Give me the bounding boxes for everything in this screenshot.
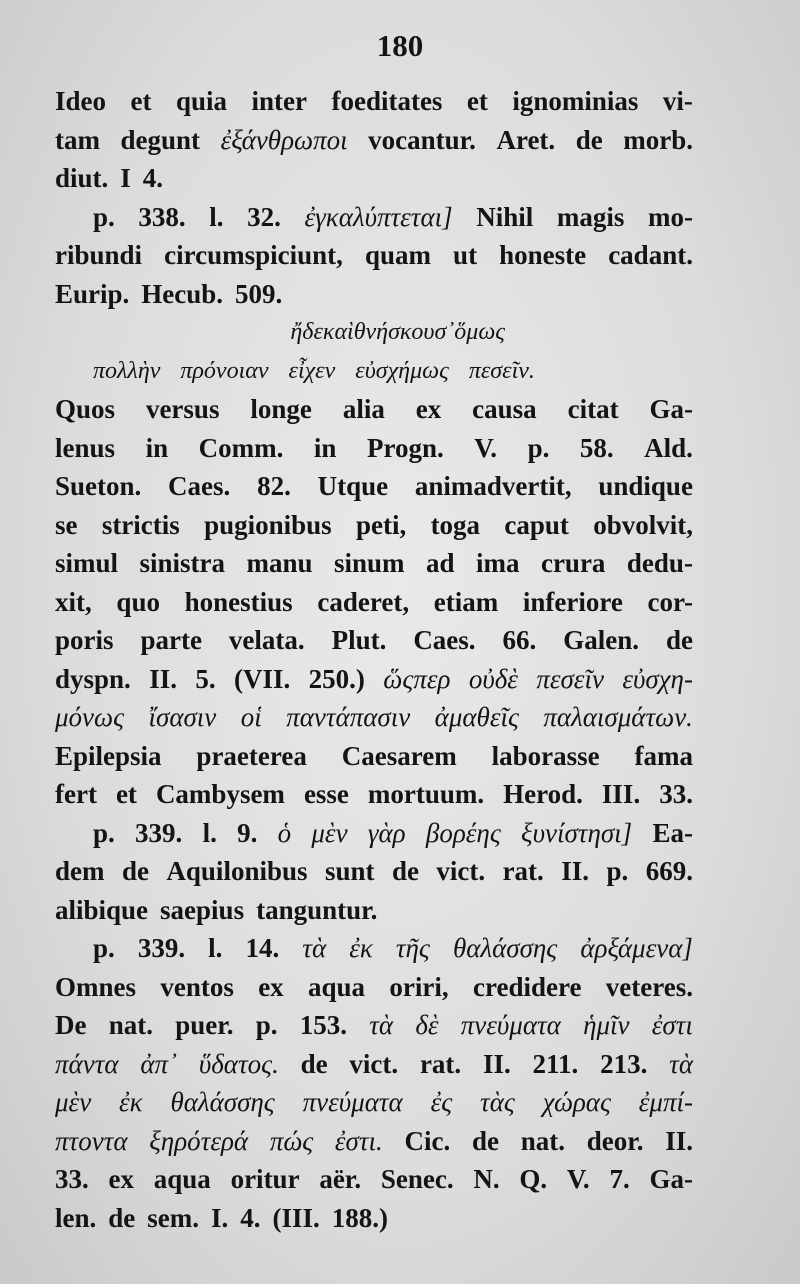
word: fert [55, 779, 97, 809]
word: p. [606, 856, 629, 886]
word: πρόνοιαν [180, 357, 269, 384]
word: εὐσχη- [622, 663, 693, 694]
word: τὰ [369, 1010, 394, 1040]
word: morb. [623, 124, 693, 155]
word: πολλὴν [93, 357, 161, 384]
word: p. [93, 817, 115, 848]
word: I [120, 163, 131, 193]
word: aqua [308, 971, 366, 1002]
text-line [55, 929, 693, 968]
word: sem. [147, 1202, 199, 1233]
word: ex [415, 394, 442, 424]
word: inter [251, 86, 307, 116]
word: len. [55, 1202, 97, 1233]
word: caderet, [317, 586, 410, 617]
word: (VII. [234, 663, 291, 694]
word: 66. [502, 625, 537, 655]
word: ἀμαθεῖς [434, 702, 519, 732]
word: simul [55, 548, 119, 578]
word: vocantur. [368, 124, 476, 155]
word: ὅμως [454, 319, 505, 345]
word: quam [364, 240, 431, 270]
word: Eurip. [55, 278, 130, 309]
word: in [313, 432, 337, 463]
word: quo [116, 586, 160, 617]
word: πνεύματα [460, 1010, 561, 1040]
word: circumspiciunt, [164, 240, 343, 270]
word: laborasse [491, 740, 600, 771]
word: caput [504, 509, 569, 540]
word: in [145, 432, 169, 463]
word: de [391, 856, 419, 886]
page-number: 180 [376, 28, 424, 63]
word: 509. [235, 278, 283, 309]
word: εὐσχήμως [355, 357, 449, 384]
word: honestius [184, 586, 293, 617]
word: saepius [160, 894, 245, 925]
word: foeditates [331, 86, 443, 116]
text-line [55, 968, 693, 1007]
word: ribundi [55, 240, 143, 270]
word: l. [202, 817, 217, 848]
word: τῆς [395, 933, 430, 963]
word: sinum [333, 548, 405, 578]
word: ἀπ᾽ [140, 1048, 178, 1079]
word: II. [561, 856, 590, 886]
word: alia [342, 394, 385, 424]
text-line [55, 506, 693, 545]
word: 339. [135, 817, 183, 848]
text-line [55, 775, 693, 814]
word: praeterea [196, 740, 307, 771]
word: Aret. [496, 124, 556, 155]
word: lenus [55, 432, 116, 463]
body-text [55, 82, 693, 1237]
word: 4. [142, 163, 164, 193]
word: Ea- [652, 817, 693, 848]
word: ὕδατος. [198, 1048, 279, 1079]
word: Epilepsia [55, 740, 162, 771]
word: cor- [647, 586, 693, 617]
word: 32. [247, 201, 281, 232]
word: pugionibus [204, 509, 332, 540]
word: longe [250, 394, 312, 424]
word: De [55, 1010, 87, 1040]
word: παλαισμάτων. [543, 702, 693, 732]
text-line [55, 1083, 693, 1122]
word: πεσεῖν. [468, 357, 535, 384]
word: εἶχεν [288, 357, 336, 384]
word: οὐδὲ [468, 663, 518, 694]
word: parte [140, 625, 202, 655]
word: ventos [160, 971, 234, 1002]
word: ignominias [512, 86, 639, 116]
word: ἐκ [349, 933, 373, 963]
word: πτοντα [55, 1125, 128, 1156]
word: causa [472, 394, 537, 424]
word: oritur [230, 1164, 300, 1194]
word: τὰ [302, 933, 327, 963]
word: Galen. [563, 625, 639, 655]
word: nat. [520, 1125, 565, 1156]
word: mo- [648, 201, 693, 232]
word: dedu- [626, 548, 693, 578]
word: πώς [269, 1125, 314, 1156]
word: Aquilonibus [166, 856, 308, 886]
text-line [55, 121, 693, 160]
word: de [108, 1202, 136, 1233]
word: cadant. [608, 240, 693, 270]
word: aqua [153, 1164, 211, 1194]
text-line [55, 621, 693, 660]
word: p. [527, 432, 550, 463]
word: peti, [356, 509, 407, 540]
word: vict. [436, 856, 486, 886]
text-line [55, 429, 693, 468]
text-line [55, 198, 693, 237]
word: Nihil [476, 201, 534, 232]
word: 4. [240, 1202, 261, 1233]
word: l. [208, 933, 223, 963]
word: ἐξάνθρωποι [220, 124, 348, 155]
text-line [55, 1199, 693, 1238]
word: II. [482, 1048, 511, 1079]
word: inferiore [522, 586, 623, 617]
word: 5. [195, 663, 216, 694]
word: toga [430, 509, 481, 540]
word: (III. [272, 1202, 320, 1233]
word: III. [601, 779, 641, 809]
word: poris [55, 625, 114, 655]
word: Cic. [404, 1125, 451, 1156]
word: credidere [472, 971, 582, 1002]
word: veteres. [605, 971, 693, 1002]
word: aër. [319, 1164, 362, 1194]
word: undique [598, 471, 693, 501]
word: ima [476, 548, 520, 578]
word: ex [108, 1164, 134, 1194]
word: p. [255, 1010, 278, 1040]
text-line [55, 544, 693, 583]
word: de [300, 1048, 328, 1079]
word: Caesarem [341, 740, 457, 771]
word: ἐμπί- [638, 1087, 693, 1117]
word: de [665, 625, 693, 655]
word: citat [567, 394, 619, 424]
word: deor. [586, 1125, 644, 1156]
word: de [575, 124, 603, 155]
word: ἐς [430, 1087, 453, 1117]
word: ὥςπερ [383, 663, 451, 694]
text-line [55, 236, 693, 275]
word: μόνως [55, 702, 125, 732]
word: animadvertit, [414, 471, 572, 501]
word: Cambysem [155, 779, 285, 809]
word: esse [303, 779, 349, 809]
word: ἐστι [651, 1010, 693, 1040]
text-line [55, 275, 693, 314]
word: 33. [659, 779, 693, 809]
word: βορέης [425, 817, 501, 848]
word: μὲν [55, 1087, 92, 1117]
word: Caes. [168, 471, 231, 501]
word: Progn. [366, 432, 444, 463]
word: versus [145, 394, 220, 424]
word: Plut. [331, 625, 387, 655]
word: et [130, 86, 152, 116]
word: Ga- [649, 1164, 693, 1194]
word: tanguntur. [256, 894, 378, 925]
word: ὁ [277, 817, 292, 848]
word: degunt [120, 124, 201, 155]
word: ἐγκαλύπτεται] [304, 201, 453, 232]
word: 188.) [331, 1202, 389, 1233]
word: πεσεῖν [536, 663, 604, 694]
word: ἀρξάμενα] [580, 933, 693, 963]
text-line [55, 390, 693, 429]
word: ἐστι. [334, 1125, 383, 1156]
text-line [55, 1045, 693, 1084]
word: alibique [55, 894, 149, 925]
word: vict. [349, 1048, 399, 1079]
word: fama [634, 740, 693, 771]
word: rat. [502, 856, 544, 886]
word: 339. [137, 933, 186, 963]
word: p. [93, 201, 115, 232]
word: quia [175, 86, 228, 116]
word: crura [540, 548, 606, 578]
word: vi- [662, 86, 693, 116]
word: θαλάσσης [170, 1087, 275, 1117]
word: Ga- [649, 394, 693, 424]
word: Caes. [413, 625, 476, 655]
word: tam [55, 124, 100, 155]
word: 58. [579, 432, 614, 463]
word: magis [556, 201, 625, 232]
word: 153. [299, 1010, 347, 1040]
text-line [55, 82, 693, 121]
word: 7. [609, 1164, 630, 1194]
word: mortuum. [367, 779, 485, 809]
word: γὰρ [367, 817, 406, 848]
word: θνήσκουσ᾽ [353, 319, 455, 345]
word: de [121, 856, 149, 886]
text-line [55, 737, 693, 776]
text-line [55, 1160, 693, 1199]
word: I. [211, 1202, 229, 1233]
word: de [471, 1125, 499, 1156]
word: nat. [108, 1010, 153, 1040]
text-line [55, 1122, 693, 1161]
word: l. [209, 201, 224, 232]
word: 9. [237, 817, 258, 848]
word: xit, [55, 586, 92, 617]
word: oriri, [389, 971, 449, 1002]
word: dem [55, 856, 105, 886]
word: rat. [419, 1048, 462, 1079]
word: πάντα [55, 1048, 119, 1079]
word: puer. [175, 1010, 234, 1040]
verse-line [55, 352, 693, 391]
word: et [115, 779, 137, 809]
word: velata. [228, 625, 305, 655]
text-line [55, 698, 693, 737]
word: Herod. [503, 779, 583, 809]
text-line [55, 159, 693, 198]
word: p. [93, 933, 115, 963]
word: ad [426, 548, 455, 578]
word: 33. [55, 1164, 89, 1194]
word: τὰ [669, 1048, 693, 1079]
text-line [55, 583, 693, 622]
text-line [55, 814, 693, 853]
word: 669. [645, 856, 693, 886]
word: Ald. [644, 432, 693, 463]
word: sinistra [139, 548, 226, 578]
word: II. [149, 663, 177, 694]
word: Hecub. [141, 278, 224, 309]
word: ut [453, 240, 478, 270]
word: ξηρότερά [149, 1125, 249, 1156]
word: ἐκ [119, 1087, 143, 1117]
word: manu [246, 548, 313, 578]
text-line [55, 1006, 693, 1045]
word: 250.) [308, 663, 365, 694]
word: etiam [433, 586, 499, 617]
word: et [466, 86, 488, 116]
word: δὲ [415, 1010, 439, 1040]
word: V. [474, 432, 498, 463]
word: οἱ [240, 702, 262, 732]
word: honeste [499, 240, 587, 270]
word: Quos [55, 394, 116, 424]
text-line [55, 852, 693, 891]
word: dyspn. [55, 663, 131, 694]
word: Ideo [55, 86, 107, 116]
word: ἡμῖν [583, 1010, 630, 1040]
word: πνεύματα [302, 1087, 403, 1117]
word: diut. [55, 163, 109, 193]
word: χώρας [542, 1087, 611, 1117]
text-line [55, 467, 693, 506]
word: μὲν [311, 817, 348, 848]
word: ἤδε [290, 319, 323, 345]
word: Utque [317, 471, 389, 501]
word: II. [665, 1125, 693, 1156]
word: παντάπασιν [286, 702, 411, 732]
text-line [55, 660, 693, 699]
word: Comm. [198, 432, 284, 463]
word: N. [473, 1164, 500, 1194]
text-line [55, 891, 693, 930]
word: 211. [532, 1048, 579, 1079]
word: 82. [257, 471, 291, 501]
word: τὰς [480, 1087, 515, 1117]
word: obvolvit, [593, 509, 693, 540]
word: Senec. [380, 1164, 454, 1194]
word: 14. [245, 933, 280, 963]
verse-line [55, 313, 693, 352]
word: Q. [519, 1164, 548, 1194]
word: Sueton. [55, 471, 142, 501]
word: ex [258, 971, 284, 1002]
word: strictis [101, 509, 180, 540]
word: καὶ [322, 319, 354, 345]
word: se [55, 509, 78, 540]
word: ξυνίστησι] [521, 817, 633, 848]
word: sunt [324, 856, 375, 886]
word: ἴσασιν [148, 702, 217, 732]
word: V. [566, 1164, 590, 1194]
word: 213. [600, 1048, 648, 1079]
word: Omnes [55, 971, 136, 1002]
word: θαλάσσης [452, 933, 558, 963]
word: 338. [138, 201, 186, 232]
